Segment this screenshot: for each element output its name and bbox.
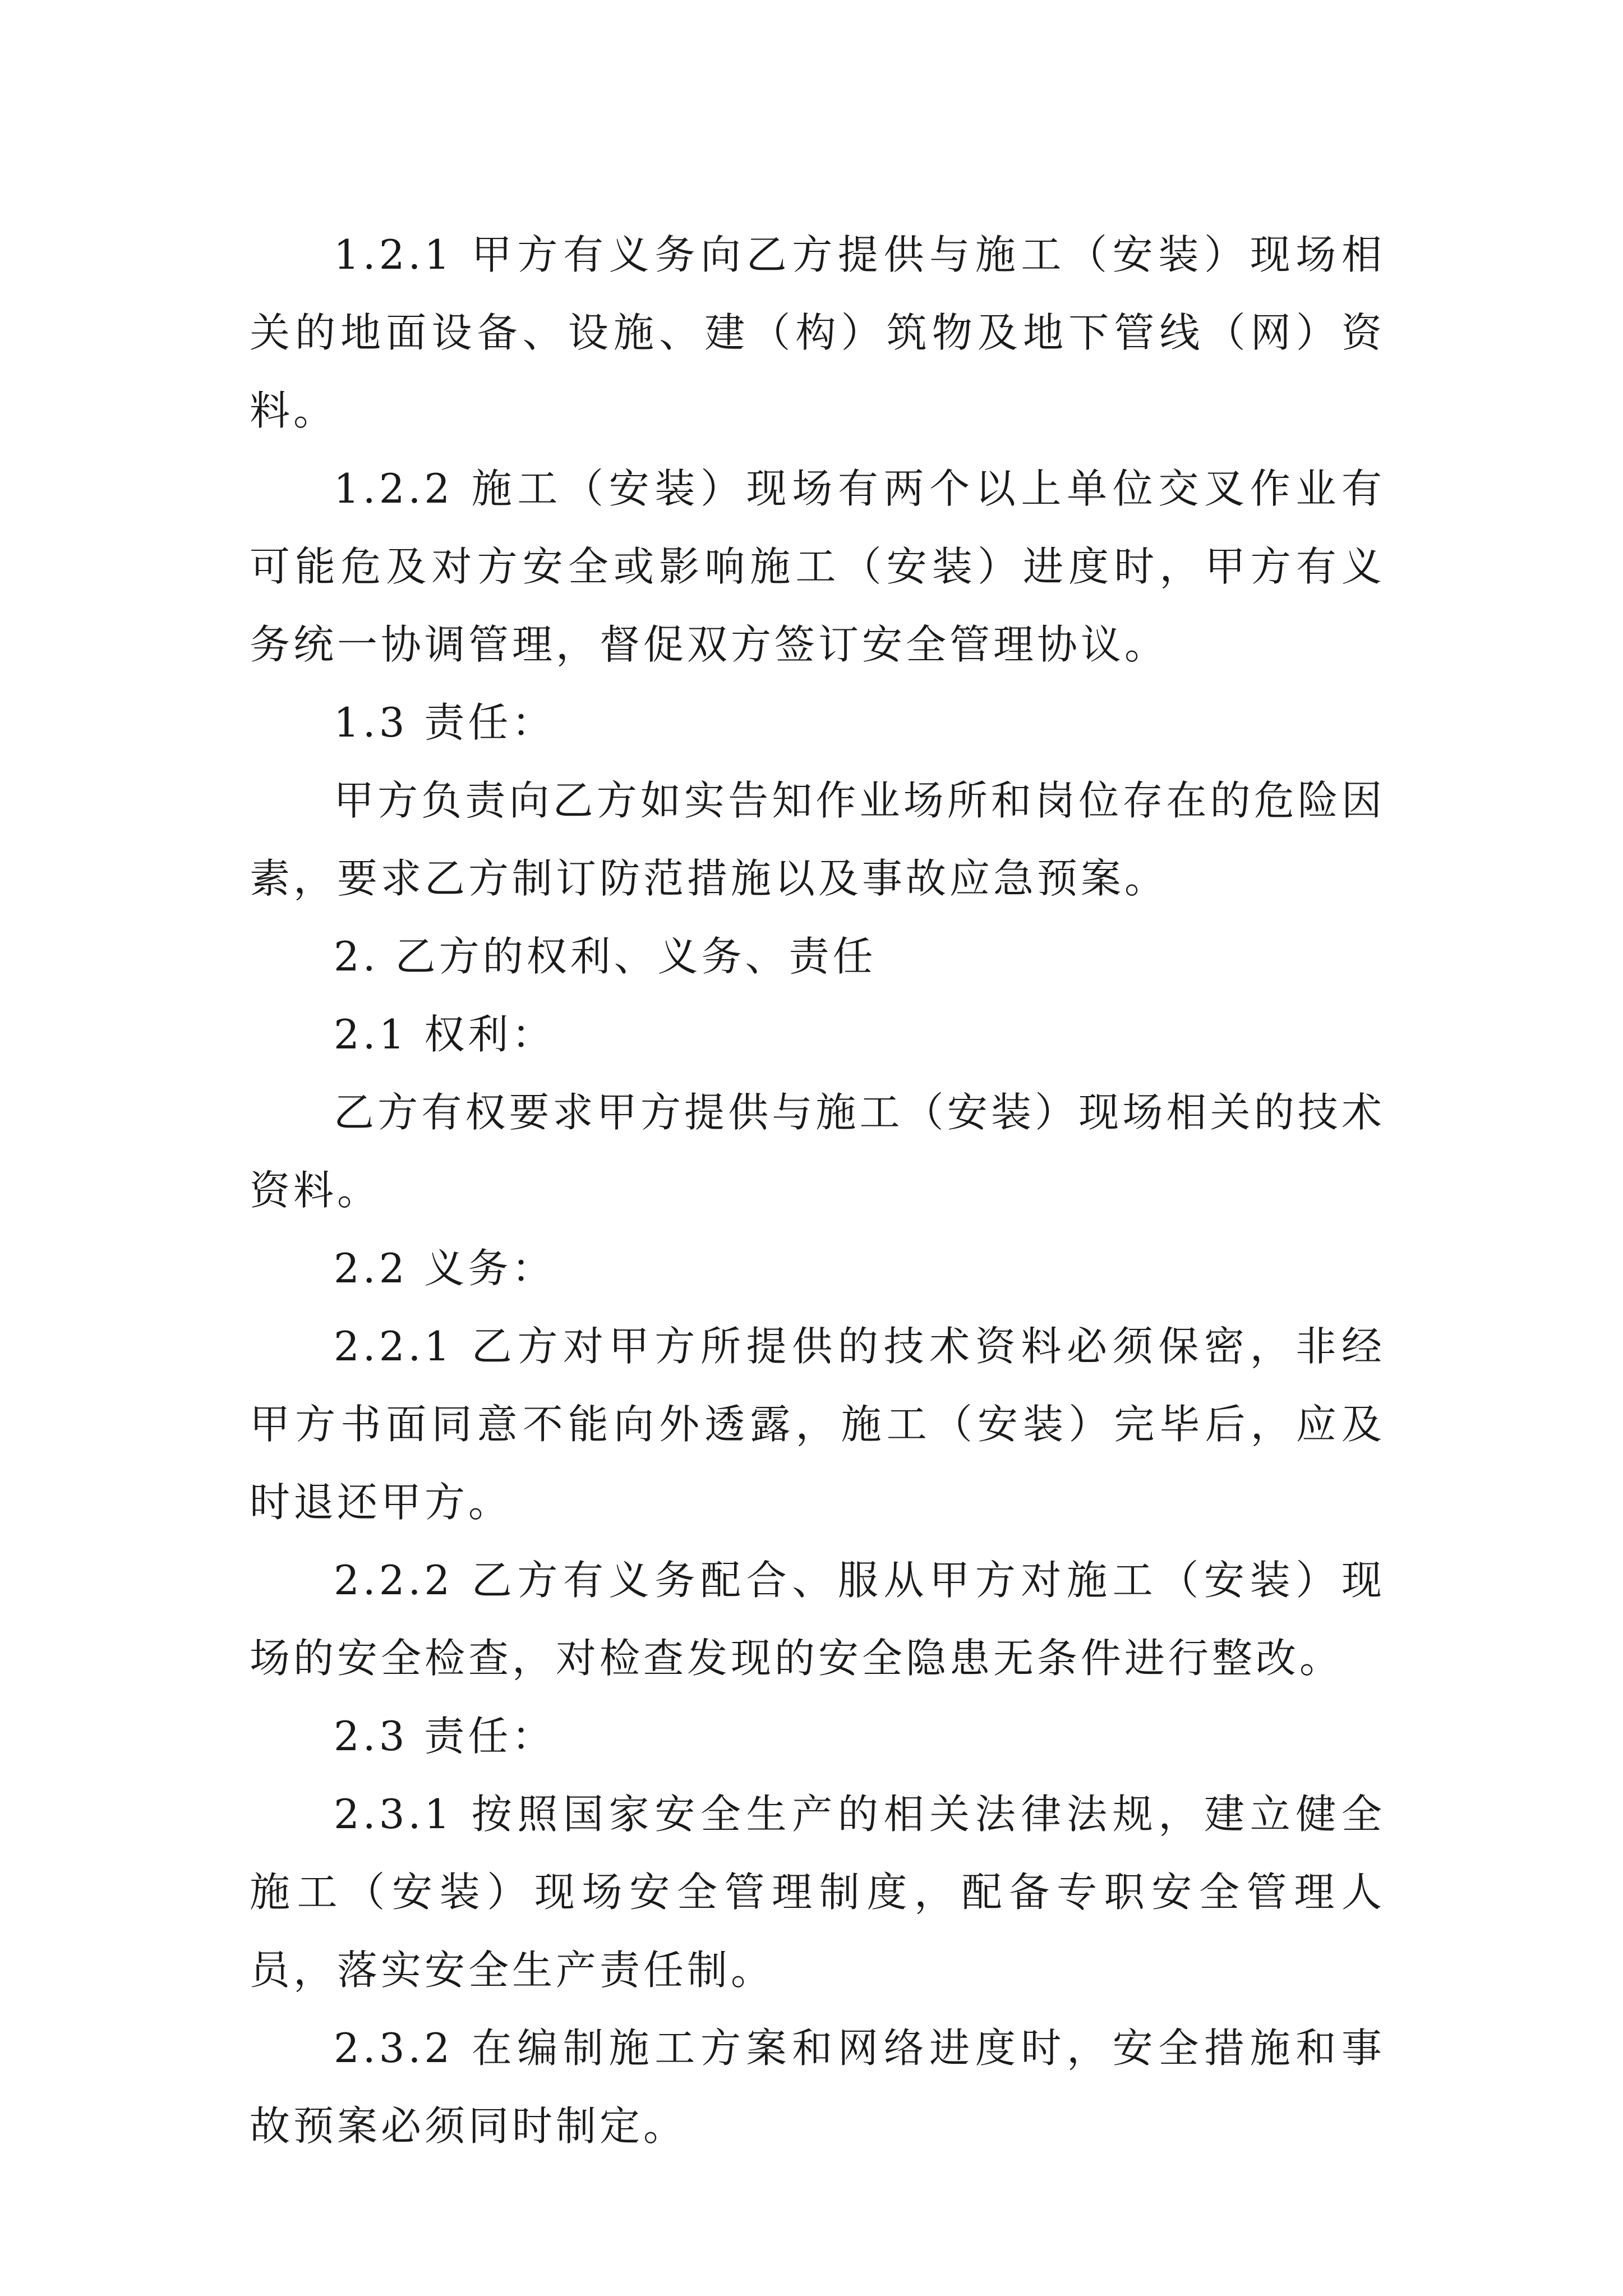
clause-2-3-1: 2.3.1 按照国家安全生产的相关法律法规，建立健全施工（安装）现场安全管理制度，配备专职安全管理人员，落实安全生产责任制。 [250, 1791, 1385, 1994]
clause-2-2-2: 2.2.2 乙方有义务配合、服从甲方对施工（安装）现场的安全检查，对检查发现的安全隐患无条件进行整改。 [250, 1557, 1385, 1682]
clause-2-3-2: 2.3.2 在编制施工方案和网络进度时，安全措施和事故预案必须同时制定。 [250, 2024, 1385, 2150]
clause-2-1-body: 乙方有权要求甲方提供与施工（安装）现场相关的技术资料。 [250, 1089, 1385, 1214]
clause-1-2-1: 1.2.1 甲方有义务向乙方提供与施工（安装）现场相关的地面设备、设施、建（构）筑物及地下管线（网）资料。 [250, 231, 1385, 434]
clause-2-3-heading: 2.3 责任： [334, 1713, 556, 1760]
clause-1-2-2: 1.2.2 施工（安装）现场有两个以上单位交叉作业有可能危及对方安全或影响施工（安装）进度时，甲方有义务统一协调管理，督促双方签订安全管理协议。 [250, 465, 1385, 668]
clause-2-1-heading: 2.1 权利： [334, 1011, 556, 1058]
clause-1-3-body: 甲方负责向乙方如实告知作业场所和岗位存在的危险因素，要求乙方制订防范措施以及事故应急预案。 [250, 777, 1385, 902]
clause-2-2-heading: 2.2 义务： [334, 1245, 556, 1292]
section-2-heading: 2. 乙方的权利、义务、责任 [334, 933, 877, 980]
clause-1-3-heading: 1.3 责任： [334, 699, 556, 746]
document-body [250, 216, 1385, 2165]
clause-2-2-1: 2.2.1 乙方对甲方所提供的技术资料必须保密，非经甲方书面同意不能向外透露，施工（安装）完毕后，应及时退还甲方。 [250, 1323, 1385, 1526]
